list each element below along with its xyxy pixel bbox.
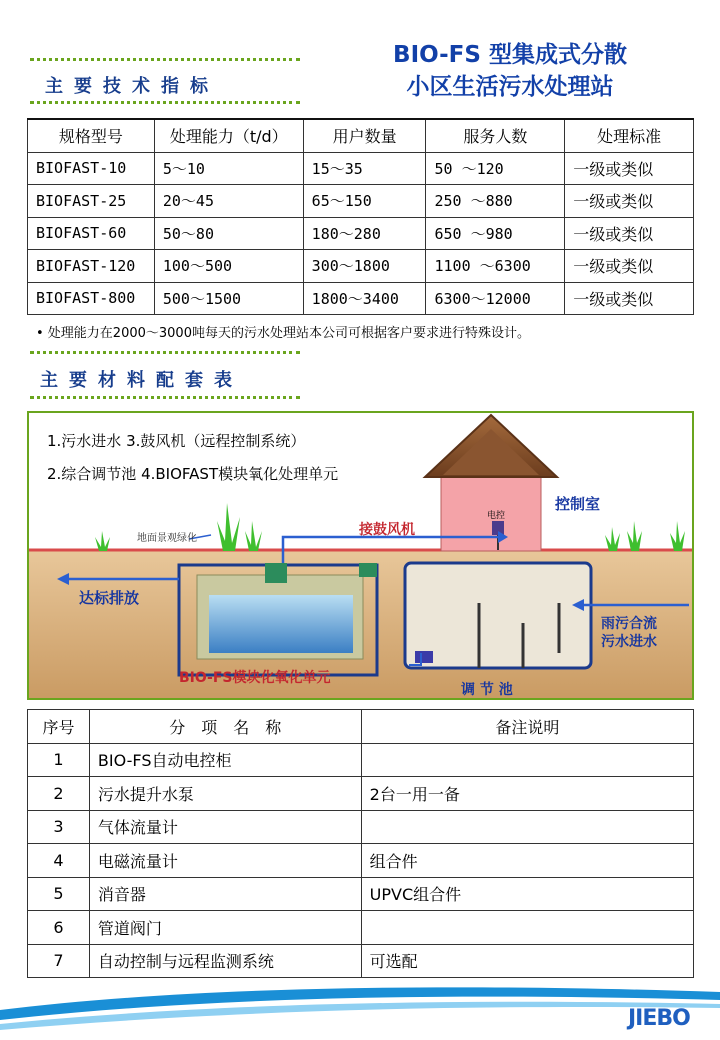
- header-cell: 备注说明: [361, 710, 693, 744]
- header-cell: 分 项 名 称: [89, 710, 361, 744]
- footer-swoosh: [0, 980, 720, 1040]
- cell-index: 3: [28, 810, 90, 844]
- cell-users: 300～1800: [303, 250, 426, 283]
- table-row: [28, 250, 694, 283]
- cell-capacity: 50～80: [154, 217, 303, 250]
- table-row: [28, 152, 694, 185]
- cell-item: 污水提升水泵: [89, 777, 361, 811]
- section-title-materials: 主要材料配套表: [40, 370, 243, 391]
- tank-label: 调 节 池: [461, 682, 513, 698]
- table-header-row: [28, 119, 694, 152]
- cell-standard: 一级或类似: [565, 152, 694, 185]
- cell-model: BIOFAST-120: [28, 250, 155, 283]
- control-room-label: 控制室: [555, 495, 601, 513]
- cell-item: 电磁流量计: [89, 844, 361, 878]
- process-diagram: [27, 411, 694, 700]
- cell-people: 1100 ～6300: [426, 250, 565, 283]
- cell-capacity: 500～1500: [154, 282, 303, 315]
- cell-index: 1: [28, 743, 90, 777]
- table-row: [28, 217, 694, 250]
- cell-index: 7: [28, 944, 90, 978]
- cell-index: 2: [28, 777, 90, 811]
- discharge-label: 达标排放: [79, 589, 140, 607]
- header-cell: 规格型号: [28, 119, 155, 152]
- spec-table: [27, 118, 694, 315]
- cell-remark: 2台一用一备: [361, 777, 693, 811]
- table-row: [28, 185, 694, 218]
- header-cell: 处理标准: [565, 119, 694, 152]
- diagram-legend-line1: 1.污水进水 3.鼓风机（远程控制系统）: [47, 432, 306, 450]
- cell-people: 650 ～980: [426, 217, 565, 250]
- table-row: [28, 282, 694, 315]
- table-row: [28, 743, 694, 777]
- materials-table: [27, 709, 694, 978]
- cell-model: BIOFAST-60: [28, 217, 155, 250]
- cell-model: BIOFAST-10: [28, 152, 155, 185]
- cell-capacity: 20～45: [154, 185, 303, 218]
- divider-dots: [30, 396, 300, 399]
- divider-dots: [30, 351, 300, 354]
- section-title-specs: 主要技术指标: [45, 76, 219, 97]
- table-row: [28, 844, 694, 878]
- cell-remark: [361, 743, 693, 777]
- table-row: [28, 877, 694, 911]
- module-unit-label: BIO-FS模块化氧化单元: [179, 670, 331, 686]
- table-row: [28, 810, 694, 844]
- cell-remark: 可选配: [361, 944, 693, 978]
- cell-index: 6: [28, 911, 90, 945]
- header-cell: 用户数量: [303, 119, 426, 152]
- cell-capacity: 100～500: [154, 250, 303, 283]
- company-logo: JIEBO: [628, 1006, 690, 1031]
- diagram-illustration: [29, 413, 694, 700]
- cell-standard: 一级或类似: [565, 217, 694, 250]
- cell-standard: 一级或类似: [565, 250, 694, 283]
- cell-remark: 组合件: [361, 844, 693, 878]
- header-cell: 序号: [28, 710, 90, 744]
- electric-control-label: 电控: [487, 511, 506, 521]
- table-row: [28, 777, 694, 811]
- divider-dots: [30, 101, 300, 104]
- header-cell: 处理能力（t/d）: [154, 119, 303, 152]
- cell-item: 气体流量计: [89, 810, 361, 844]
- cell-users: 1800～3400: [303, 282, 426, 315]
- cell-remark: [361, 810, 693, 844]
- inflow-label-line1: 雨污合流: [601, 616, 657, 632]
- blower-label: 接鼓风机: [359, 522, 415, 538]
- header-cell: 服务人数: [426, 119, 565, 152]
- cell-item: BIO-FS自动电控柜: [89, 743, 361, 777]
- cell-item: 自动控制与远程监测系统: [89, 944, 361, 978]
- cell-model: BIOFAST-25: [28, 185, 155, 218]
- page-title: BIO-FS 型集成式分散: [393, 42, 627, 68]
- cell-users: 180～280: [303, 217, 426, 250]
- diagram-legend-line2: 2.综合调节池 4.BIOFAST模块氧化处理单元: [47, 465, 339, 483]
- cell-people: 50 ～120: [426, 152, 565, 185]
- cell-item: 管道阀门: [89, 911, 361, 945]
- cell-index: 5: [28, 877, 90, 911]
- divider-dots: [30, 58, 300, 61]
- cell-index: 4: [28, 844, 90, 878]
- table-row: [28, 944, 694, 978]
- cell-people: 250 ～880: [426, 185, 565, 218]
- cell-standard: 一级或类似: [565, 282, 694, 315]
- ground-green-label: 地面景观绿化: [137, 533, 197, 544]
- cell-item: 消音器: [89, 877, 361, 911]
- cell-people: 6300～12000: [426, 282, 565, 315]
- cell-users: 15～35: [303, 152, 426, 185]
- cell-model: BIOFAST-800: [28, 282, 155, 315]
- cell-remark: [361, 911, 693, 945]
- cell-remark: UPVC组合件: [361, 877, 693, 911]
- cell-users: 65～150: [303, 185, 426, 218]
- cell-capacity: 5～10: [154, 152, 303, 185]
- inflow-label-line2: 污水进水: [601, 634, 657, 650]
- capacity-note: • 处理能力在2000～3000吨每天的污水处理站本公司可根据客户要求进行特殊设计。: [36, 326, 530, 341]
- page-subtitle: 小区生活污水处理站: [406, 74, 614, 100]
- table-row: [28, 911, 694, 945]
- table-header-row: [28, 710, 694, 744]
- cell-standard: 一级或类似: [565, 185, 694, 218]
